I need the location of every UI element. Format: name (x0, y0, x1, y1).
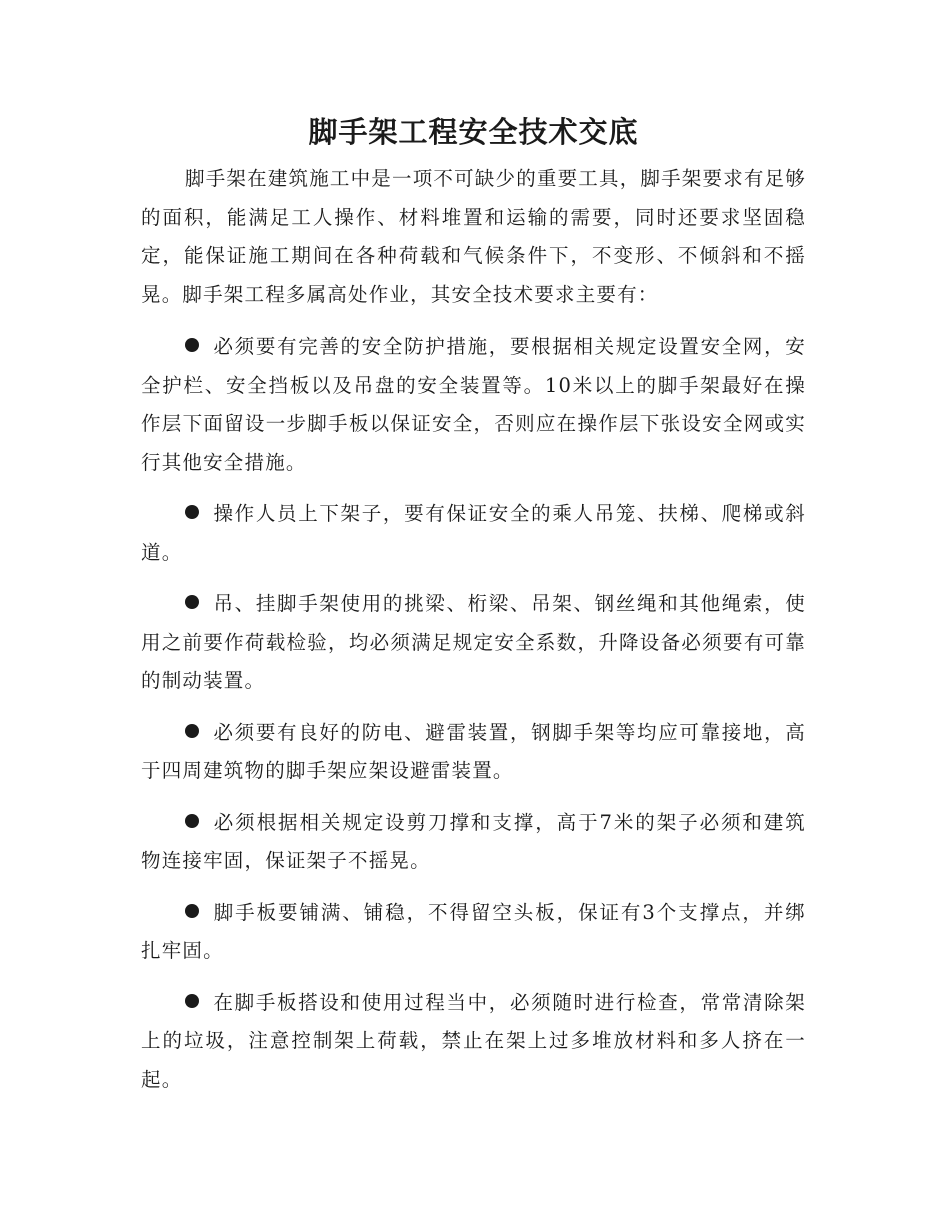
list-item-text: 必须要有良好的防电、避雷装置，钢脚手架等均应可靠接地，高于四周建筑物的脚手架应架设避雷装置。 (141, 720, 806, 782)
list-item-text: 脚手板要铺满、铺稳，不得留空头板，保证有3个支撑点，并绑扎牢固。 (141, 900, 806, 962)
bullet-icon (185, 595, 199, 609)
list-item-text: 吊、挂脚手架使用的挑梁、桁梁、吊架、钢丝绳和其他绳索，使用之前要作荷载检验，均必须满足规定安全系数，升降设备必须要有可靠的制动装置。 (141, 592, 806, 692)
list-item-text: 必须根据相关规定设剪刀撑和支撑，高于7米的架子必须和建筑物连接牢固，保证架子不摇晃。 (141, 810, 806, 872)
list-item-text: 操作人员上下架子，要有保证安全的乘人吊笼、扶梯、爬梯或斜道。 (141, 502, 806, 564)
bullet-icon (185, 814, 199, 828)
list-item-text: 必须要有完善的安全防护措施，要根据相关规定设置安全网，安全护栏、安全挡板以及吊盘的安全装置等。10米以上的脚手架最好在操作层下面留设一步脚手板以保证安全，否则应在操作层下张设安全网或实行其他安全措施。 (141, 335, 806, 474)
list-item (141, 328, 806, 482)
document-title: 脚手架工程安全技术交底 (308, 115, 639, 149)
list-item (141, 714, 806, 791)
bullet-icon (185, 724, 199, 738)
list-item-text: 在脚手板搭设和使用过程当中，必须随时进行检查，常常清除架上的垃圾，注意控制架上荷载，禁止在架上过多堆放材料和多人挤在一起。 (141, 990, 806, 1091)
list-item (141, 585, 806, 701)
document-page (141, 112, 806, 1112)
list-item (141, 804, 806, 881)
bullet-icon (185, 904, 199, 918)
list-item (141, 894, 806, 971)
bullet-icon (185, 994, 199, 1008)
bullet-icon (185, 505, 199, 519)
list-item (141, 495, 806, 572)
list-item (141, 984, 806, 1100)
intro-paragraph: 脚手架在建筑施工中是一项不可缺少的重要工具，脚手架要求有足够的面积，能满足工人操作、材料堆置和运输的需要，同时还要求坚固稳定，能保证施工期间在各种荷载和气候条件下，不变形、不倾斜和不摇晃。脚手架工程多属高处作业，其安全技术要求主要有： (141, 167, 807, 306)
bullet-icon (185, 338, 199, 352)
